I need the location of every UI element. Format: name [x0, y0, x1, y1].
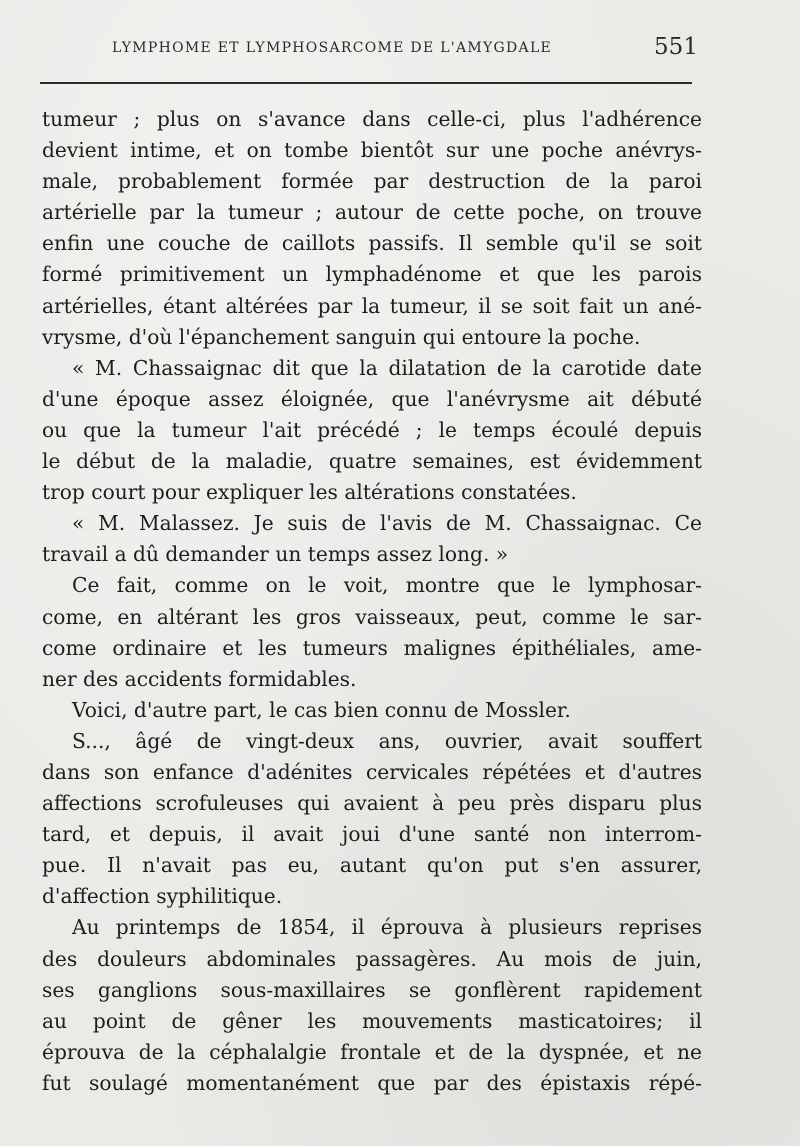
- text-line: au point de gêner les mouvements masticatoires; il: [42, 1008, 702, 1033]
- text-line: tard, et depuis, il avait joui d'une santé non interrom-: [42, 822, 702, 847]
- text-line: d'une époque assez éloignée, que l'anévrysme ait débuté: [42, 386, 702, 411]
- text-line: éprouva de la céphalalgie frontale et de la dyspnée, et ne: [42, 1039, 702, 1064]
- text-line: le début de la maladie, quatre semaines, est évidemment: [42, 449, 702, 474]
- text-line: Voici, d'autre part, le cas bien connu de Mossler.: [72, 697, 571, 722]
- text-line: tumeur ; plus on s'avance dans celle-ci, plus l'adhérence: [42, 107, 702, 131]
- text-line: male, probablement formée par destruction de la paroi: [42, 169, 702, 194]
- text-line: ses ganglions sous-maxillaires se gonflèrent rapidement: [42, 977, 702, 1002]
- text-line: artérielle par la tumeur ; autour de cette poche, on trouve: [42, 200, 702, 225]
- running-title: LYMPHOME ET LYMPHOSARCOME DE L'AMYGDALE: [112, 40, 553, 56]
- text-line: artérielles, étant altérées par la tumeur, il se soit fait un ané-: [42, 293, 702, 318]
- text-line: d'affection syphilitique.: [42, 884, 283, 909]
- body-text: [42, 104, 702, 1099]
- text-line: travail a dû demander un temps assez long. »: [42, 542, 509, 567]
- text-line: Au printemps de 1854, il éprouva à plusieurs reprises: [72, 915, 702, 940]
- text-line: formé primitivement un lymphadénome et que les parois: [42, 262, 702, 287]
- text-line: Ce fait, comme on le voit, montre que le lymphosar-: [72, 573, 702, 598]
- text-line: enfin une couche de caillots passifs. Il semble qu'il se soit: [42, 231, 702, 256]
- text-line: come ordinaire et les tumeurs malignes épithéliales, ame-: [42, 635, 702, 660]
- text-line: devient intime, et on tombe bientôt sur une poche anévrys-: [42, 138, 702, 163]
- text-line: pue. Il n'avait pas eu, autant qu'on put s'en assurer,: [42, 853, 702, 878]
- text-line: come, en altérant les gros vaisseaux, peut, comme le sar-: [42, 604, 702, 629]
- text-line: des douleurs abdominales passagères. Au mois de juin,: [42, 946, 702, 971]
- page-number: 551: [654, 34, 698, 60]
- text-line: fut soulagé momentanément que par des épistaxis répé-: [42, 1070, 702, 1095]
- text-line: affections scrofuleuses qui avaient à peu près disparu plus: [42, 791, 702, 816]
- text-line: « M. Malassez. Je suis de l'avis de M. Chassaignac. Ce: [72, 511, 702, 536]
- text-line: « M. Chassaignac dit que la dilatation de la carotide date: [72, 355, 702, 380]
- text-line: ou que la tumeur l'ait précédé ; le temps écoulé depuis: [42, 417, 702, 442]
- text-line: ner des accidents formidables.: [42, 666, 357, 691]
- header-rule: [40, 82, 692, 84]
- text-line: dans son enfance d'adénites cervicales répétées et d'autres: [42, 759, 702, 784]
- text-line: S..., âgé de vingt-deux ans, ouvrier, avait souffert: [72, 728, 702, 753]
- text-line: vrysme, d'où l'épanchement sanguin qui entoure la poche.: [42, 324, 641, 349]
- text-line: trop court pour expliquer les altérations constatées.: [42, 480, 577, 505]
